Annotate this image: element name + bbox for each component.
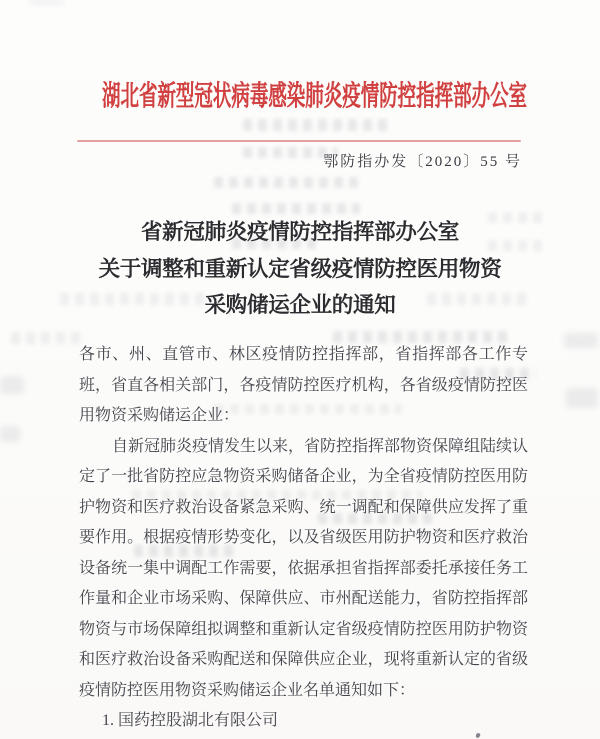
document-number: 鄂防指办发〔2020〕55 号 (323, 154, 522, 170)
notice-title-line-3: 采购储运企业的通知 (204, 293, 396, 317)
bleed-through-blob (566, 388, 598, 408)
body-line: 物资与市场保障组拟调整和重新认定省级疫情防控医用防护物资 (79, 620, 528, 638)
notice-title-line-1: 省新冠肺炎疫情防控指挥部办公室 (140, 220, 459, 244)
body-line: 定了一批省防控应急物资采购储备企业，为全省疫情防控医用防 (79, 468, 528, 485)
bleed-through-ghost (11, 332, 84, 344)
bleed-through-blob (0, 426, 20, 442)
body-line: 护物资和医疗救治设备紧急采购、统一调配和保障供应发挥了重 (79, 498, 528, 516)
bleed-through-blob (0, 376, 24, 394)
body-line: 疫情防控医用物资采购储运企业名单通知如下： (79, 681, 416, 699)
bleed-through-ghost (232, 203, 360, 214)
body-line: 用物资采购储运企业： (79, 407, 240, 424)
body-line: 作量和企业市场采购、保障供应、市州配送能力，省防控指挥部 (79, 590, 528, 607)
bleed-through-blob (564, 333, 598, 348)
body-line: 设备统一集中调配工作需要，依据承担省指挥部委托承接任务工 (79, 559, 528, 577)
ink-speck (475, 732, 480, 738)
red-divider-rule (77, 140, 521, 142)
bleed-through-ghost (214, 177, 362, 188)
bleed-through-ghost (243, 119, 393, 131)
notice-title-line-2: 关于调整和重新认定省级疫情防控医用物资 (98, 256, 502, 281)
body-line: 各市、州、直管市、林区疫情防控指挥部，省指挥部各工作专 (79, 346, 528, 363)
body-line: 自新冠肺炎疫情发生以来，省防控指挥部物资保障组陆续认 (112, 437, 529, 455)
scan-edge-smudge (30, 0, 64, 4)
masthead-issuer-title: 湖北省新型冠状病毒感染肺炎疫情防控指挥部办公室 (101, 81, 528, 112)
body-line: 要作用。根据疫情形势变化，以及省级医用防护物资和医疗救治 (79, 529, 528, 546)
notice-body (79, 340, 528, 737)
body-line: 和医疗救治设备采购配送和保障供应企业，现将重新认定的省级 (79, 651, 528, 668)
body-line: 班，省直各相关部门，各疫情防控医疗机构，各省级疫情防控医 (79, 376, 528, 394)
notice-title (0, 214, 600, 324)
body-line-list-item: 1. 国药控股湖北有限公司 (102, 712, 279, 729)
